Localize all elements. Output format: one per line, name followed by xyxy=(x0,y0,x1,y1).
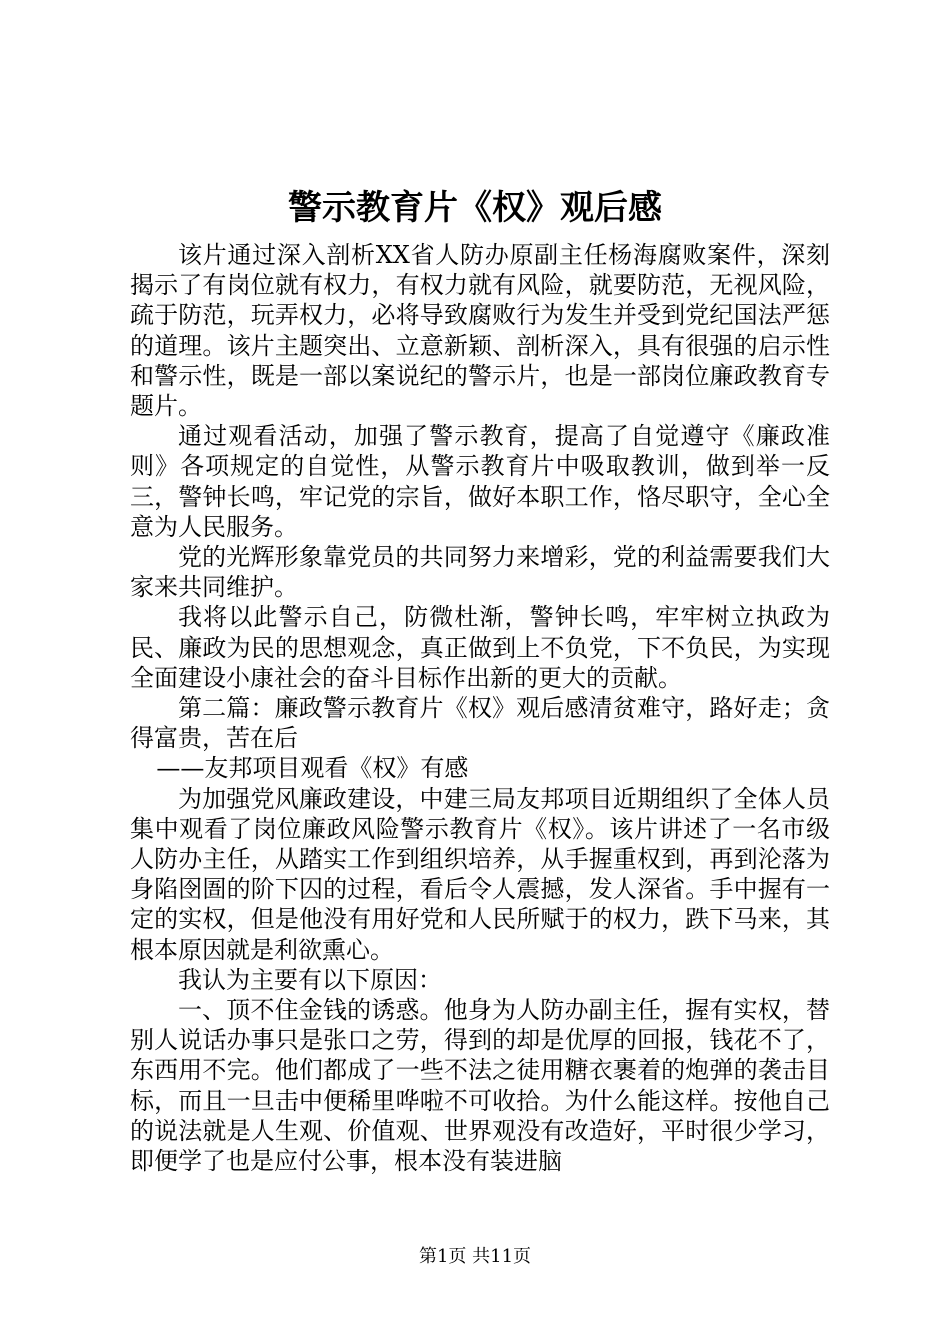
paragraph: 通过观看活动，加强了警示教育，提高了自觉遵守《廉政准则》各项规定的自觉性，从警示教育片中吸取教训，做到举一反三，警钟长鸣，牢记党的宗旨，做好本职工作，恪尽职守，全心全意为人民服务。 xyxy=(130,422,830,541)
document-body xyxy=(130,240,830,1176)
paragraph: 我认为主要有以下原因： xyxy=(178,965,442,994)
paragraph: 党的光辉形象靠党员的共同努力来增彩，党的利益需要我们大家来共同维护。 xyxy=(130,543,830,602)
section-subtitle: ——友邦项目观看《权》有感 xyxy=(156,754,469,783)
paragraph: 为加强党风廉政建设，中建三局友邦项目近期组织了全体人员集中观看了岗位廉政风险警示教育片《权》。该片讲述了一名市级人防办主任，从踏实工作到组织培养，从手握重权到，再到沦落为身陷囹圄的阶下囚的过程，看后令人震撼，发人深省。手中握有一定的实权，但是他没有用好党和人民所赋于的权力，跌下马来，其根本原因就是利欲熏心。 xyxy=(130,784,830,964)
paragraph: 一、顶不住金钱的诱惑。他身为人防办副主任，握有实权，替别人说话办事只是张口之劳，得到的却是优厚的回报，钱花不了，东西用不完。他们都成了一些不法之徒用糖衣裹着的炮弹的袭击目标，而且一旦击中便稀里哗啦不可收拾。为什么能这样。按他自己的说法就是人生观、价值观、世界观没有改造好，平时很少学习，即便学了也是应付公事，根本没有装进脑 xyxy=(130,996,830,1176)
section-heading: 第二篇：廉政警示教育片《权》观后感清贫难守，路好走；贪得富贵，苦在后 xyxy=(130,694,830,753)
page-title: 警示教育片《权》观后感 xyxy=(288,188,662,228)
page-footer: 第1页 共11页 xyxy=(418,1246,532,1267)
paragraph: 我将以此警示自己，防微杜渐，警钟长鸣，牢牢树立执政为民、廉政为民的思想观念，真正做到上不负党，下不负民，为实现全面建设小康社会的奋斗目标作出新的更大的贡献。 xyxy=(130,603,830,692)
paragraph: 该片通过深入剖析XX省人防办原副主任杨海腐败案件，深刻揭示了有岗位就有权力，有权力就有风险，就要防范，无视风险，疏于防范，玩弄权力，必将导致腐败行为发生并受到党纪国法严惩的道理。该片主题突出、立意新颖、剖析深入，具有很强的启示性和警示性，既是一部以案说纪的警示片，也是一部岗位廉政教育专题片。 xyxy=(130,241,830,421)
